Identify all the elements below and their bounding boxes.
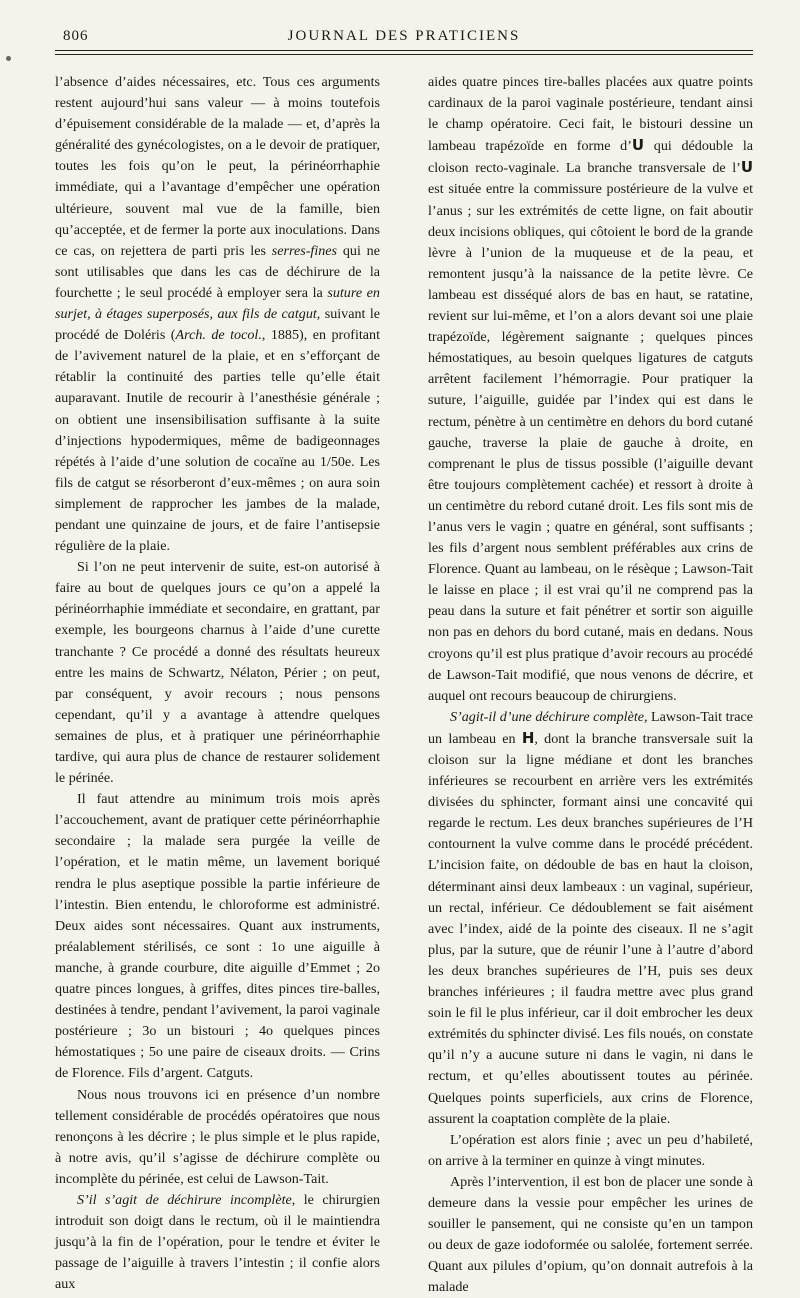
paragraph: Il faut attendre au minimum trois mois après l’accouchement, avant de pratiquer cette périnéorrhaphie secondaire ; la malade sera purgée la veille de l’opération, et le matin même, un lavement boriqué rendra le plus aseptique possible la partie inférieure de l’intestin. Bien entendu, le chloroforme est administré. Deux aides sont nécessaires. Quant aux instruments, préalablement stérilisés, ce sont : 1o une aiguille à manche, à grande courbure, dite aiguille d’Emmet ; 2o quatre pinces longues, à griffes, dites pinces tire-balles, destinées à tendre, pendant l’avivement, la paroi vaginale postérieure ; 3o un bistouri ; 4o quelques pinces hémostatiques ; 5o une paire de ciseaux droits. — Crins de Florence. Fils d’argent. Catguts.	[55, 791, 380, 1082]
right-column	[428, 72, 753, 1298]
paragraph: S’il s’agit de déchirure incomplète, le chirurgien introduit son doigt dans le rectum, où il le maintiendra jusqu’à la fin de l’opération, pour le tendre et éviter le passage de l’aiguille à travers l’intestin ; il confie alors aux	[55, 1191, 380, 1293]
paragraph: Nous nous trouvons ici en présence d’un nombre tellement considérable de procédés opératoires que nous renonçons à les décrire ; le plus simple et le plus rapide, à notre avis, qu’il s’agisse de déchirure complète ou incomplète du périnée, est celui de Lawson-Tait.	[55, 1086, 380, 1187]
u-shape-symbol: U	[740, 158, 753, 177]
paragraph: l’absence d’aides nécessaires, etc. Tous ces arguments restent aujourd’hui sans valeur — à moins toutefois d’épuisement considérable de la malade — et, d’après la généralité des gynécologistes, on a le devoir de pratiquer, toutes les fois qu’on le peut, la périnéorrhaphie immédiate, qui a l’avantage d’empêcher une opération ultérieure, souvent mal vue de la famille, bien qu’acceptée, et de fermer la porte aux inoculations. Dans ce cas, on rejettera de parti pris les serres-fines qui ne sont utilisables que dans les cas de déchirure de la fourchette ; le seul procédé à employer sera la suture en surjet, à étages superposés, aux fils de catgut, suivant le procédé de Doléris (Arch. de tocol., 1885), en profitant de l’avivement naturel de la plaie, et en s’efforçant de rétablir la continuité des parties telle qu’elle était auparavant. Inutile de recourir à l’anesthésie générale ; on obtient une insensibilisation suffisante à la suite d’injections hypodermiques, même de badigeonnages répétés à l’aide d’une solution de cocaïne au 1/50e. Les fils de catgut se résorberont d’eux-mêmes ; on aura soin simplement de rapprocher les jambes de la malade, pendant une quinzaine de jours, et de faire l’antisepsie régulière de la plaie.	[55, 74, 381, 555]
header-rule-bottom	[55, 54, 753, 55]
margin-dot	[6, 56, 11, 61]
header-rule-top	[55, 50, 753, 51]
paragraph: aides quatre pinces tire-balles placées aux quatre points cardinaux de la paroi vaginale postérieure, tendant ainsi le champ opératoire. Ceci fait, le bistouri dessine un lambeau trapézoïde en forme d’U qui dédouble la cloison recto-vaginale. La branche transversale de l’U est située entre la commissure postérieure de la vulve et l’anus ; sur les extrémités de cette ligne, on fait aboutir deux incisions obliques, qui côtoient le bord de la grande lèvre à l’union de la muqueuse et de la peau, et remontent jusqu’à la naissance de la petite lèvre. Ce lambeau est disséqué alors de bas en haut, se ratatine, revient sur lui-même, et l’on a alors devant soi une plaie trapézoïde, légèrement saignante ; quelques pinces hémostatiques, au besoin quelques ligatures de catguts arrêtent facilement l’hémorragie. Pour pratiquer la suture, l’aiguille, guidée par l’index qui est dans le rectum, pénètre à un centimètre en dehors du bord cutané gauche, traverse la plaie de gauche à droite, en comprenant le plus de tissus possible (l’aiguille devant être toujours complètement cachée) et ressort à droite à un centimètre du rebord cutané droit. Les fils sont mis de l’anus vers le vagin ; quatre en général, sont suffisants ; les fils d’argent nous semblent préférables aux crins de Florence. Quant au lambeau, on le résèque ; Lawson-Tait le laisse en place ; il est vrai qu’il ne comprend pas la peau dans la suture et fait pénétrer et sortir son aiguille non pas en dehors du bord cutané, mais en dedans. Nous croyons qu’il est plus pratique d’avoir recours au procédé de Lawson-Tait modifié, que nous venons de décrire, et auquel ont recours beaucoup de chirurgiens.	[428, 74, 753, 704]
page-number: 806	[63, 28, 89, 44]
left-column	[55, 72, 380, 1295]
paragraph: L’opération est alors finie ; avec un peu d’habileté, on arrive à la terminer en quinze à vingt minutes.	[428, 1131, 753, 1169]
journal-title: JOURNAL DES PRATICIENS	[287, 28, 521, 44]
u-shape-symbol: U	[631, 136, 645, 155]
paragraph: Si l’on ne peut intervenir de suite, est-on autorisé à faire au bout de quelques jours ce qu’on a appelé la périnéorrhaphie immédiate et secondaire, en grattant, par exemple, les bourgeons charnus à l’aide d’une curette tranchante ? Ce procédé a donné des résultats heureux entre les mains de Schwartz, Nélaton, Périer ; on peut, par conséquent, y avoir recours ; nous pensons cependant, qu’il y a avantage à attendre quelques semaines de plus, et à pratiquer une périnéorrhaphie tardive, qui aura plus de chance de restaurer solidement le périnée.	[55, 559, 380, 787]
h-shape-symbol: H	[521, 728, 535, 747]
paragraph: S’agit-il d’une déchirure complète, Lawson-Tait trace un lambeau en H, dont la branche transversale suit la cloison sur la ligne médiane et dont les branches inférieures se recourbent en arrière vers les extrémités divisées du sphincter, formant ainsi une concavité qui regarde le rectum. Les deux branches supérieures de l’H contournent la vulve comme dans le procédé précédent. L’incision faite, on dédouble de bas en haut la cloison, déterminant ainsi deux lambeaux : un vaginal, supérieur, un rectal, inférieur. Ce dédoublement se fait aisément avec l’index, aidé de la pointe des ciseaux. Il ne s’agit plus, par la suture, que de réunir l’une à l’autre d’abord les deux branches supérieures de l’H, puis ses deux branches inférieures ; il faudra mettre avec plus grand soin le fil le plus inférieur, car il doit embrocher les deux extrémités du sphincter divisé. Les fils noués, on constate qu’il n’y a aucune suture ni dans le vagin, ni dans le rectum, et qu’elles aboutissent toutes au périnée. Quelques points superficiels, aux crins de Florence, assurent la coaptation complète de la plaie.	[428, 708, 753, 1127]
running-header	[55, 28, 753, 50]
paragraph: Après l’intervention, il est bon de placer une sonde à demeure dans la vessie pour empêcher les urines de souiller le pansement, qui ne consiste qu’en un tampon ou deux de gaze iodoformée ou salolée, fortement serrée. Quant aux pilules d’opium, qu’on donnait autrefois à la malade	[428, 1173, 753, 1296]
